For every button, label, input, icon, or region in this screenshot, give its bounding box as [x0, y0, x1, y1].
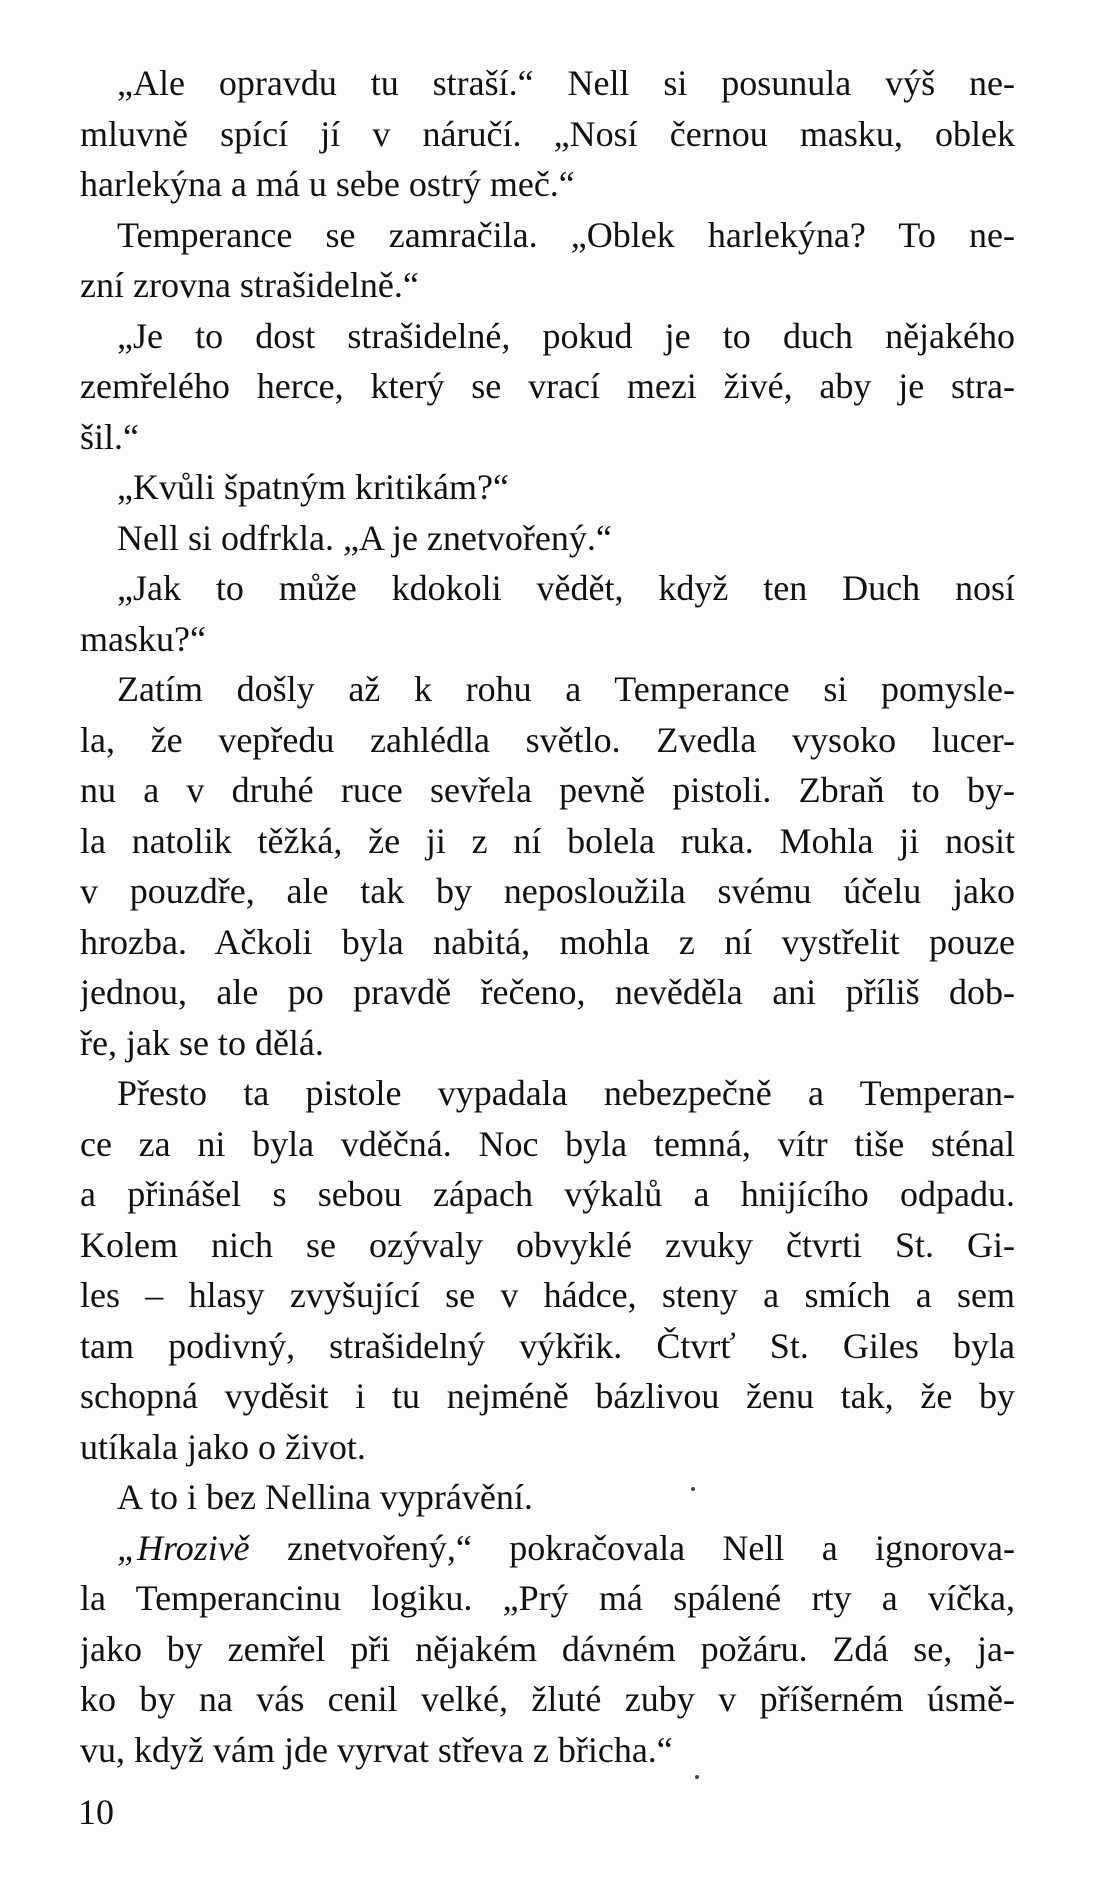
text-line: utíkala jako o život. [80, 1426, 366, 1467]
text-line: Temperance se zamračila. „Oblek harlekýna? To ne- [117, 214, 1015, 255]
text-line: „Ale opravdu tu straší.“ Nell si posunula výš ne- [117, 63, 1015, 103]
text-line: vu, když vám jde vyrvat střeva z břicha.“ [80, 1729, 673, 1770]
text-line: nu a v druhé ruce sevřela pevně pistoli. Zbraň to by- [80, 770, 1015, 810]
text-line: zemřelého herce, který se vrací mezi živé, aby je stra- [80, 366, 1015, 406]
text-line: ce za ni byla vděčná. Noc byla temná, vítr tiše sténal [80, 1123, 1015, 1164]
line-rest: znetvořený,“ pokračovala Nell a ignorova- [249, 1527, 1015, 1568]
text-line: „Jak to může kdokoli vědět, když ten Duch nosí [117, 568, 1015, 608]
text-line: ře, jak se to dělá. [80, 1022, 324, 1063]
text-line: jako by zemřel při nějakém dávném požáru. Zdá se, ja- [80, 1628, 1015, 1669]
text-line: jednou, ale po pravdě řečeno, nevěděla ani příliš dob- [80, 972, 1015, 1012]
text-line [80, 1523, 1015, 1574]
text-line: A to i bez Nellina vyprávění. [117, 1477, 533, 1517]
text-line: masku?“ [80, 618, 206, 659]
text-line: v pouzdře, ale tak by neposloužila svému účelu jako [80, 871, 1015, 911]
text-line: Přesto ta pistole vypadala nebezpečně a Temperan- [117, 1073, 1015, 1113]
page-number: 10 [78, 1792, 114, 1832]
body-text [80, 58, 1015, 1775]
text-line: ko by na vás cenil velké, žluté zuby v příšerném úsmě- [80, 1679, 1015, 1719]
text-line: la natolik těžká, že ji z ní bolela ruka. Mohla ji nosit [80, 820, 1015, 861]
text-line: šil.“ [80, 416, 139, 457]
text-line: harlekýna a má u sebe ostrý meč.“ [80, 164, 575, 204]
text-line: les – hlasy zvyšující se v hádce, steny a smích a sem [80, 1275, 1015, 1315]
text-line: „Je to dost strašidelné, pokud je to duch nějakého [117, 315, 1015, 356]
italic-word: „Hrozivě [117, 1527, 250, 1568]
print-speck [695, 1775, 699, 1779]
text-line: Zatím došly až k rohu a Temperance si pomysle- [117, 669, 1015, 709]
text-line: Nell si odfrkla. „A je znetvořený.“ [117, 517, 612, 558]
text-line: hrozba. Ačkoli byla nabitá, mohla z ní vystřelit pouze [80, 921, 1015, 962]
text-line: tam podivný, strašidelný výkřik. Čtvrť St. Giles byla [80, 1325, 1015, 1366]
text-line: „Kvůli špatným kritikám?“ [117, 467, 509, 507]
text-line: la, že vepředu zahlédla světlo. Zvedla vysoko lucer- [80, 719, 1015, 760]
text-line: la Temperancinu logiku. „Prý má spálené rty a víčka, [80, 1578, 1015, 1618]
text-line: mluvně spící jí v náručí. „Nosí černou masku, oblek [80, 113, 1015, 154]
text-line: zní zrovna strašidelně.“ [80, 265, 419, 305]
print-speck [691, 1487, 695, 1491]
text-line: a přinášel s sebou zápach výkalů a hnijícího odpadu. [80, 1174, 1015, 1214]
text-line: Kolem nich se ozývaly obvyklé zvuky čtvrti St. Gi- [80, 1224, 1015, 1265]
text-line: schopná vyděsit i tu nejméně bázlivou ženu tak, že by [80, 1376, 1015, 1416]
